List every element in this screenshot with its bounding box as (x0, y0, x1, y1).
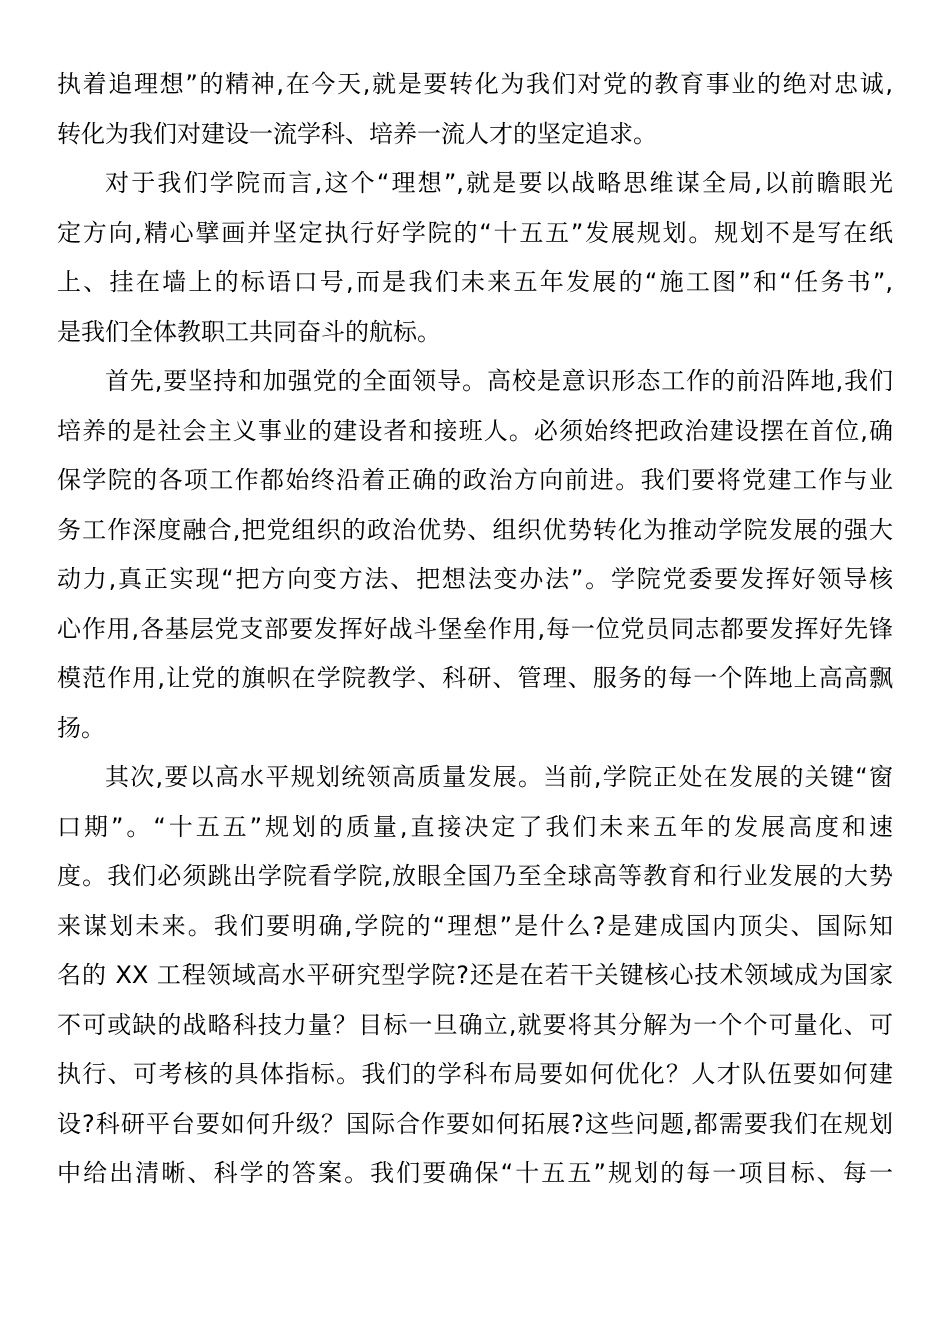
text-line: 保学院的各项工作都始终沿着正确的政治方向前进。我们要将党建工作与业 (57, 466, 893, 494)
paragraph-1 (57, 60, 893, 159)
text-line: 不可或缺的战略科技力量？目标一旦确立,就要将其分解为一个个可量化、可 (57, 1010, 893, 1039)
text-line: 中给出清晰、科学的答案。我们要确保“十五五”规划的每一项目标、每一 (57, 1159, 893, 1187)
text-line: 务工作深度融合,把党组织的政治优势、组织优势转化为推动学院发展的强大 (57, 515, 893, 544)
text-line: 首先,要坚持和加强党的全面领导。高校是意识形态工作的前沿阵地,我们 (105, 367, 893, 395)
text-line: 定方向,精心擘画并坚定执行好学院的“十五五”发展规划。规划不是写在纸 (57, 218, 893, 247)
text-line: 来谋划未来。我们要明确,学院的“理想”是什么?是建成国内顶尖、国际知 (57, 911, 893, 940)
text-line: 对于我们学院而言,这个“理想”,就是要以战略思维谋全局,以前瞻眼光 (105, 169, 893, 197)
text-line: 口期”。“十五五”规划的质量,直接决定了我们未来五年的发展高度和速 (57, 812, 893, 841)
text-line: 培养的是社会主义事业的建设者和接班人。必须始终把政治建设摆在首位,确 (57, 416, 893, 445)
text-line: 名的 XX 工程领域高水平研究型学院?还是在若干关键核心技术领域成为国家 (57, 961, 893, 989)
text-line: 度。我们必须跳出学院看学院,放眼全国乃至全球高等教育和行业发展的大势 (57, 862, 893, 890)
text-line: 扬。 (57, 713, 105, 742)
text-line: 执行、可考核的具体指标。我们的学科布局要如何优化？人才队伍要如何建 (57, 1060, 893, 1088)
text-line: 其次,要以高水平规划统领高质量发展。当前,学院正处在发展的关键“窗 (105, 763, 893, 791)
text-line: 执着追理想”的精神,在今天,就是要转化为我们对党的教育事业的绝对忠诚, (57, 70, 893, 98)
paragraph-2 (57, 159, 893, 357)
text-line: 设?科研平台要如何升级？国际合作要如何拓展?这些问题,都需要我们在规划 (57, 1109, 893, 1138)
text-line: 转化为我们对建设一流学科、培养一流人才的坚定追求。 (57, 119, 657, 148)
text-line: 是我们全体教职工共同奋斗的航标。 (57, 317, 441, 346)
text-line: 模范作用,让党的旗帜在学院教学、科研、管理、服务的每一个阵地上高高飘 (57, 664, 893, 692)
text-line: 心作用,各基层党支部要发挥好战斗堡垒作用,每一位党员同志都要发挥好先锋 (57, 614, 893, 643)
text-line: 动力,真正实现“把方向变方法、把想法变办法”。学院党委要发挥好领导核 (57, 565, 893, 593)
paragraph-4 (57, 753, 893, 1199)
paragraph-3 (57, 357, 893, 753)
text-line: 上、挂在墙上的标语口号,而是我们未来五年发展的“施工图”和“任务书”, (57, 268, 893, 296)
